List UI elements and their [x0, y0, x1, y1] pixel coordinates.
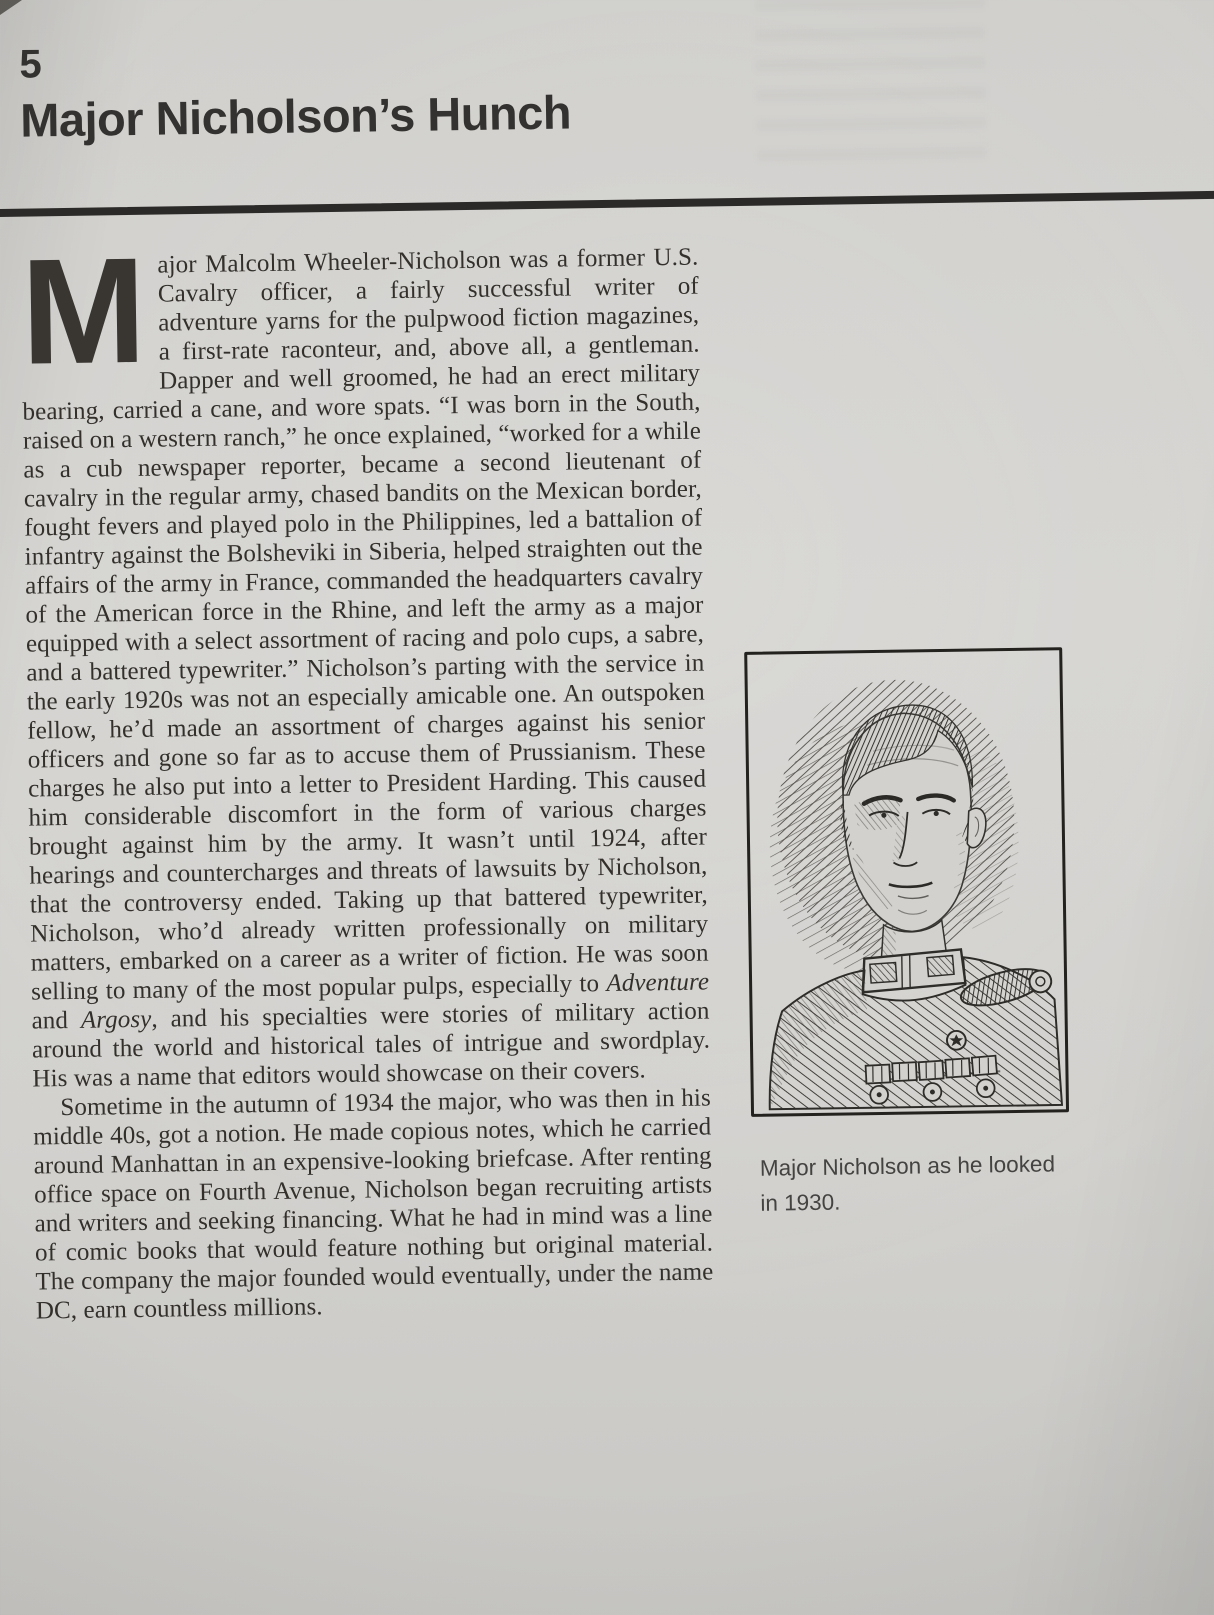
portrait-illustration — [747, 650, 1066, 1114]
portrait-figure — [744, 647, 1070, 1221]
figure-column — [698, 235, 1214, 1315]
page-content — [0, 225, 1214, 1326]
portrait-frame — [744, 647, 1069, 1117]
paragraph: Major Malcolm Wheeler-Nicholson was a former U.S. Cavalry officer, a fairly successful writer of adventure yarns for the pulpwood fiction magazines, a first-rate raconteur, and, above all, a gentleman. Dapper and well groomed, he had an erect military bearing, carried a cane, and wore spats. “I was born in the South, raised on a western ranch,” he once explained, “worked for a while as a cub newspaper reporter, became a second lieutenant of cavalry in the regular army, chased bandits on the Mexican border, fought fevers and played polo in the Philippines, led a battalion of infantry against the Bolsheviki in Siberia, helped straighten out the affairs of the army in France, commanded the headquarters cavalry of the American force in the Rhine, and left the army as a major equipped with a select assortment of racing and polo cups, a sabre, and a battered typewriter.” Nicholson’s parting with the service in the early 1920s was not an especially amicable one. An outspoken fellow, he’d made an assortment of charges against his senior officers and gone so far as to accuse them of Prussianism. These charges he also put into a letter to President Harding. This caused him considerable discomfort in the form of various charges brought against him by the army. It wasn’t until 1924, after hearings and countercharges and threats of lawsuits by Nicholson, that the controversy ended. Taking up that battered typewriter, Nicholson, who’d already written professionally on military matters, embarked on a career as a writer of fiction. He was soon selling to many of the most popular pulps, especially to Adventure and Argosy, and his specialties were stories of military action around the world and historical tales of intrigue and swordplay. His was a name that editors would showcase on their covers. — [19, 225, 711, 1093]
drop-cap: M — [19, 225, 148, 396]
paragraph: Sometime in the autumn of 1934 the major, who was then in his middle 40s, got a notion. He made copious notes, which he carried around Manhattan in an expensive-looking briefcase. After renting office space on Fourth Avenue, Nicholson began recruiting artists and writers and seeking financing. What he had in mind was a line of comic books that would feature nothing but original material. The company the major founded would eventually, under the name DC, earn countless millions. — [33, 1084, 714, 1325]
chapter-number: 5 — [19, 42, 42, 87]
chapter-header — [0, 0, 1204, 147]
title-rule — [0, 191, 1214, 217]
chapter-title: Major Nicholson’s Hunch — [19, 85, 572, 147]
figure-caption: Major Nicholson as he looked in 1930. — [759, 1151, 1056, 1216]
body-text — [19, 225, 714, 1325]
